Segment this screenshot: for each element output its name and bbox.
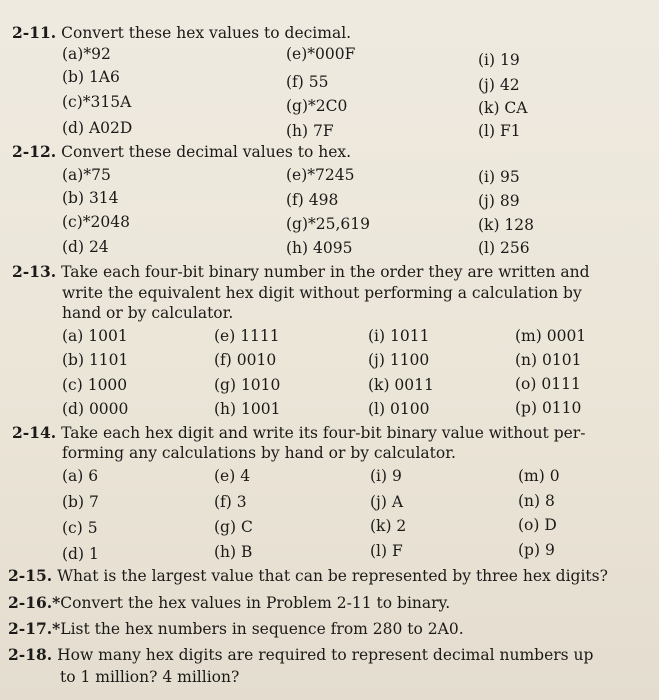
list-item: (h) 7F [286,122,334,140]
list-item: (o) D [518,516,557,534]
list-item: (d) A02D [62,119,133,137]
list-item: (d) 0000 [62,400,129,418]
problem-title-line: hand or by calculator. [62,304,234,322]
list-item: (c)*315A [62,93,132,111]
list-item: (n) 0101 [515,351,582,369]
list-item: (g)*2C0 [286,97,348,115]
problem-number: 2-16.* [8,593,61,612]
list-item: (l) 0100 [368,400,430,418]
list-item: (n) 8 [518,492,555,510]
problem-number: 2-12. [12,142,57,161]
list-item: (g)*25,619 [286,215,371,233]
problem-title-line: write the equivalent hex digit without performing a calculation by [62,284,582,302]
list-item: (j) A [370,493,404,511]
list-item: (o) 0111 [515,375,581,393]
list-item: (k) 128 [478,216,534,234]
problem-text: List the hex numbers in sequence from 280 to 2A0. [60,620,464,638]
list-item: (a) 1001 [62,327,128,345]
list-item: (l) 256 [478,239,530,257]
list-item: (j) 42 [478,76,520,94]
list-item: (b) 1A6 [62,68,120,86]
list-item: (f) 0010 [214,351,277,369]
list-item: (h) 1001 [214,400,281,418]
problem-title: Convert these hex values to decimal. [61,24,352,42]
list-item: (m) 0001 [515,327,587,345]
list-item: (d) 24 [62,238,109,256]
list-item: (e) 1111 [214,327,280,345]
list-item: (l) F [370,542,403,560]
problem-number: 2-15. [8,566,53,585]
list-item: (b) 314 [62,189,119,207]
list-item: (g) 1010 [214,376,281,394]
problem-2-13-heading [12,262,590,282]
list-item: (f) 498 [286,191,339,209]
problem-text: Convert the hex values in Problem 2-11 to binary. [60,594,451,612]
list-item: (k) 0011 [368,376,434,394]
list-item: (d) 1 [62,545,99,563]
list-item: (h) 4095 [286,239,353,257]
list-item: (i) 9 [370,467,402,485]
problem-2-14-heading [12,423,585,443]
list-item: (p) 0110 [515,399,582,417]
problem-number: 2-17.* [8,619,61,638]
list-item: (c) 5 [62,519,98,537]
list-item: (e)*7245 [286,166,355,184]
problem-2-15 [8,566,608,586]
problem-text-line: How many hex digits are required to represent decimal numbers up [57,646,594,664]
problem-title-line: Take each hex digit and write its four-bit binary value without per- [61,424,586,442]
problem-title-line: Take each four-bit binary number in the order they are written and [61,263,590,281]
list-item: (c) 1000 [62,376,128,394]
list-item: (f) 55 [286,73,329,91]
problem-number: 2-14. [12,423,57,442]
list-item: (e)*000F [286,45,356,63]
list-item: (e) 4 [214,467,251,485]
list-item: (k) 2 [370,517,407,535]
problem-number: 2-11. [12,23,57,42]
list-item: (i) 1011 [368,327,430,345]
list-item: (m) 0 [518,467,560,485]
list-item: (a)*75 [62,166,111,184]
problem-2-16 [8,593,450,613]
list-item: (a)*92 [62,45,111,63]
list-item: (j) 89 [478,192,520,210]
problem-text: What is the largest value that can be represented by three hex digits? [57,567,608,585]
problem-number: 2-18. [8,645,53,664]
list-item: (b) 1101 [62,351,129,369]
list-item: (a) 6 [62,467,99,485]
problem-2-11-heading [12,23,351,43]
list-item: (f) 3 [214,493,247,511]
problem-2-17 [8,619,464,639]
list-item: (j) 1100 [368,351,430,369]
list-item: (i) 95 [478,168,520,186]
problem-2-12-heading [12,142,351,162]
list-item: (l) F1 [478,122,521,140]
problem-2-18 [8,645,593,665]
list-item: (h) B [214,543,253,561]
problem-title: Convert these decimal values to hex. [61,143,352,161]
list-item: (k) CA [478,99,528,117]
list-item: (g) C [214,518,253,536]
problem-number: 2-13. [12,262,57,281]
problem-title-line: forming any calculations by hand or by calculator. [62,444,456,462]
list-item: (b) 7 [62,493,99,511]
problem-text-line: to 1 million? 4 million? [60,668,240,686]
list-item: (p) 9 [518,541,555,559]
list-item: (c)*2048 [62,213,130,231]
list-item: (i) 19 [478,51,520,69]
